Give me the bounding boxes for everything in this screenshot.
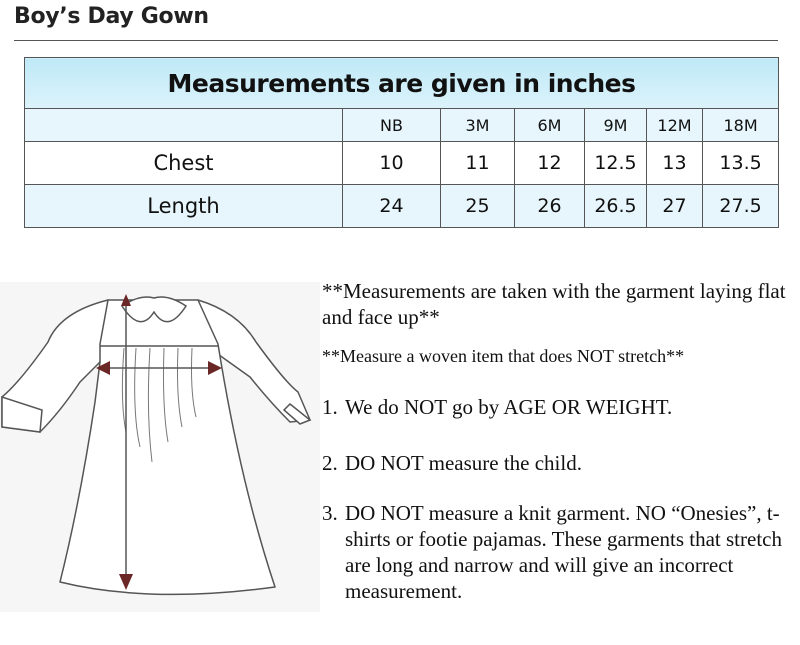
row-label: Length	[25, 185, 343, 228]
header-blank-cell	[25, 109, 343, 142]
page-title: Boy’s Day Gown	[14, 4, 209, 29]
rule-number: 1.	[322, 395, 338, 419]
note-woven: **Measure a woven item that does NOT stretch**	[322, 346, 685, 366]
rule-number: 2.	[322, 451, 338, 475]
table-cell: 24	[343, 185, 441, 228]
table-cell: 26	[515, 185, 585, 228]
column-header: NB	[343, 109, 441, 142]
rule-text: DO NOT measure the child.	[345, 451, 582, 475]
table-cell: 12.5	[585, 142, 647, 185]
table-row-length	[25, 185, 779, 228]
rule-text: We do NOT go by AGE OR WEIGHT.	[345, 395, 673, 419]
rule-item	[322, 450, 792, 476]
rule-item	[322, 394, 792, 420]
rule-item	[322, 500, 792, 604]
table-cell: 10	[343, 142, 441, 185]
column-header: 3M	[441, 109, 515, 142]
note-flat: **Measurements are taken with the garment laying flat and face up**	[322, 279, 786, 329]
rule-number: 3.	[322, 501, 338, 525]
gown-illustration	[0, 282, 320, 612]
table-header-row	[25, 109, 779, 142]
column-header: 18M	[703, 109, 779, 142]
table-cell: 27	[647, 185, 703, 228]
size-chart	[24, 57, 778, 228]
table-cell: 12	[515, 142, 585, 185]
column-header: 12M	[647, 109, 703, 142]
table-row-chest	[25, 142, 779, 185]
table-cell: 13	[647, 142, 703, 185]
table-cell: 11	[441, 142, 515, 185]
row-label: Chest	[25, 142, 343, 185]
size-table	[24, 57, 779, 228]
table-cell: 25	[441, 185, 515, 228]
title-divider	[14, 40, 778, 41]
rule-text: DO NOT measure a knit garment. NO “Onesies”, t-shirts or footie pajamas. These garments that stretch are long and narrow and will give an incorrect measurement.	[345, 501, 782, 603]
measurement-notes	[322, 278, 792, 604]
column-header: 6M	[515, 109, 585, 142]
table-cell: 27.5	[703, 185, 779, 228]
table-caption: Measurements are given in inches	[25, 58, 779, 109]
table-cell: 26.5	[585, 185, 647, 228]
column-header: 9M	[585, 109, 647, 142]
table-cell: 13.5	[703, 142, 779, 185]
